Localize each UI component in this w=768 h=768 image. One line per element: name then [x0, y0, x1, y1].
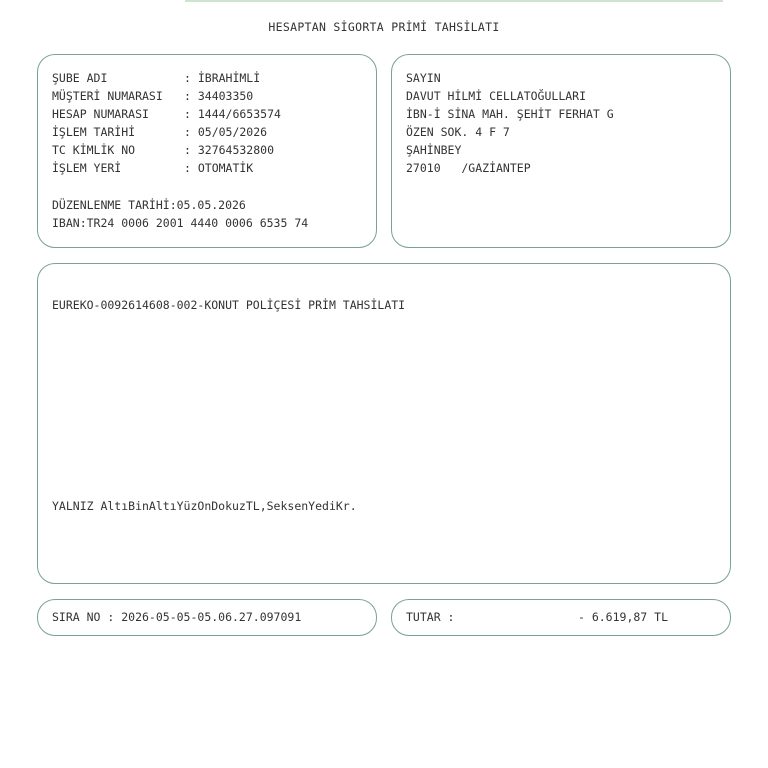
amount-box	[391, 599, 731, 636]
top-divider	[185, 0, 723, 2]
amount-label: TUTAR :	[406, 610, 455, 624]
info-row	[52, 159, 253, 177]
info-value: : 34403350	[184, 89, 254, 103]
info-value: : 32764532800	[184, 143, 275, 157]
info-row	[52, 105, 281, 123]
info-label: MÜŞTERİ NUMARASI	[52, 89, 163, 103]
description-box	[37, 263, 731, 584]
info-value: : OTOMATİK	[184, 161, 254, 175]
info-label: HESAP NUMARASI	[52, 107, 149, 121]
info-label: İŞLEM TARİHİ	[52, 125, 136, 139]
address-line-2: ÖZEN SOK. 4 F 7	[406, 125, 510, 139]
info-row	[52, 87, 253, 105]
info-row	[52, 141, 274, 159]
issue-date: DÜZENLENME TARİHİ:05.05.2026	[52, 198, 246, 212]
district: ŞAHİNBEY	[406, 143, 462, 157]
transaction-description: EUREKO-0092614608-002-KONUT POLİÇESİ PRİM TAHSİLATI	[52, 298, 406, 312]
iban: IBAN:TR24 0006 2001 4440 0006 6535 74	[52, 216, 309, 230]
info-value: : 05/05/2026	[184, 125, 268, 139]
account-info-box	[37, 54, 377, 248]
postal-city: 27010 /GAZİANTEP	[406, 161, 531, 175]
info-label: İŞLEM YERİ	[52, 161, 122, 175]
amount-value: - 6.619,87 TL	[577, 610, 668, 624]
sequence-number: SIRA NO : 2026-05-05-05.06.27.097091	[52, 610, 302, 624]
sequence-box	[37, 599, 377, 636]
document-title: HESAPTAN SİGORTA PRİMİ TAHSİLATI	[268, 20, 500, 34]
info-row	[52, 123, 267, 141]
info-row	[52, 69, 260, 87]
info-value: : İBRAHİMLİ	[184, 71, 261, 85]
info-value: : 1444/6653574	[184, 107, 281, 121]
recipient-name: DAVUT HİLMİ CELLATOĞULLARI	[406, 89, 587, 103]
info-label: TC KİMLİK NO	[52, 143, 136, 157]
salutation: SAYIN	[406, 71, 441, 85]
amount-in-words: YALNIZ AltıBinAltıYüzOnDokuzTL,SeksenYediKr.	[52, 499, 357, 513]
info-label: ŞUBE ADI	[52, 71, 108, 85]
address-line-1: İBN-İ SİNA MAH. ŞEHİT FERHAT G	[406, 107, 614, 121]
recipient-box	[391, 54, 731, 248]
